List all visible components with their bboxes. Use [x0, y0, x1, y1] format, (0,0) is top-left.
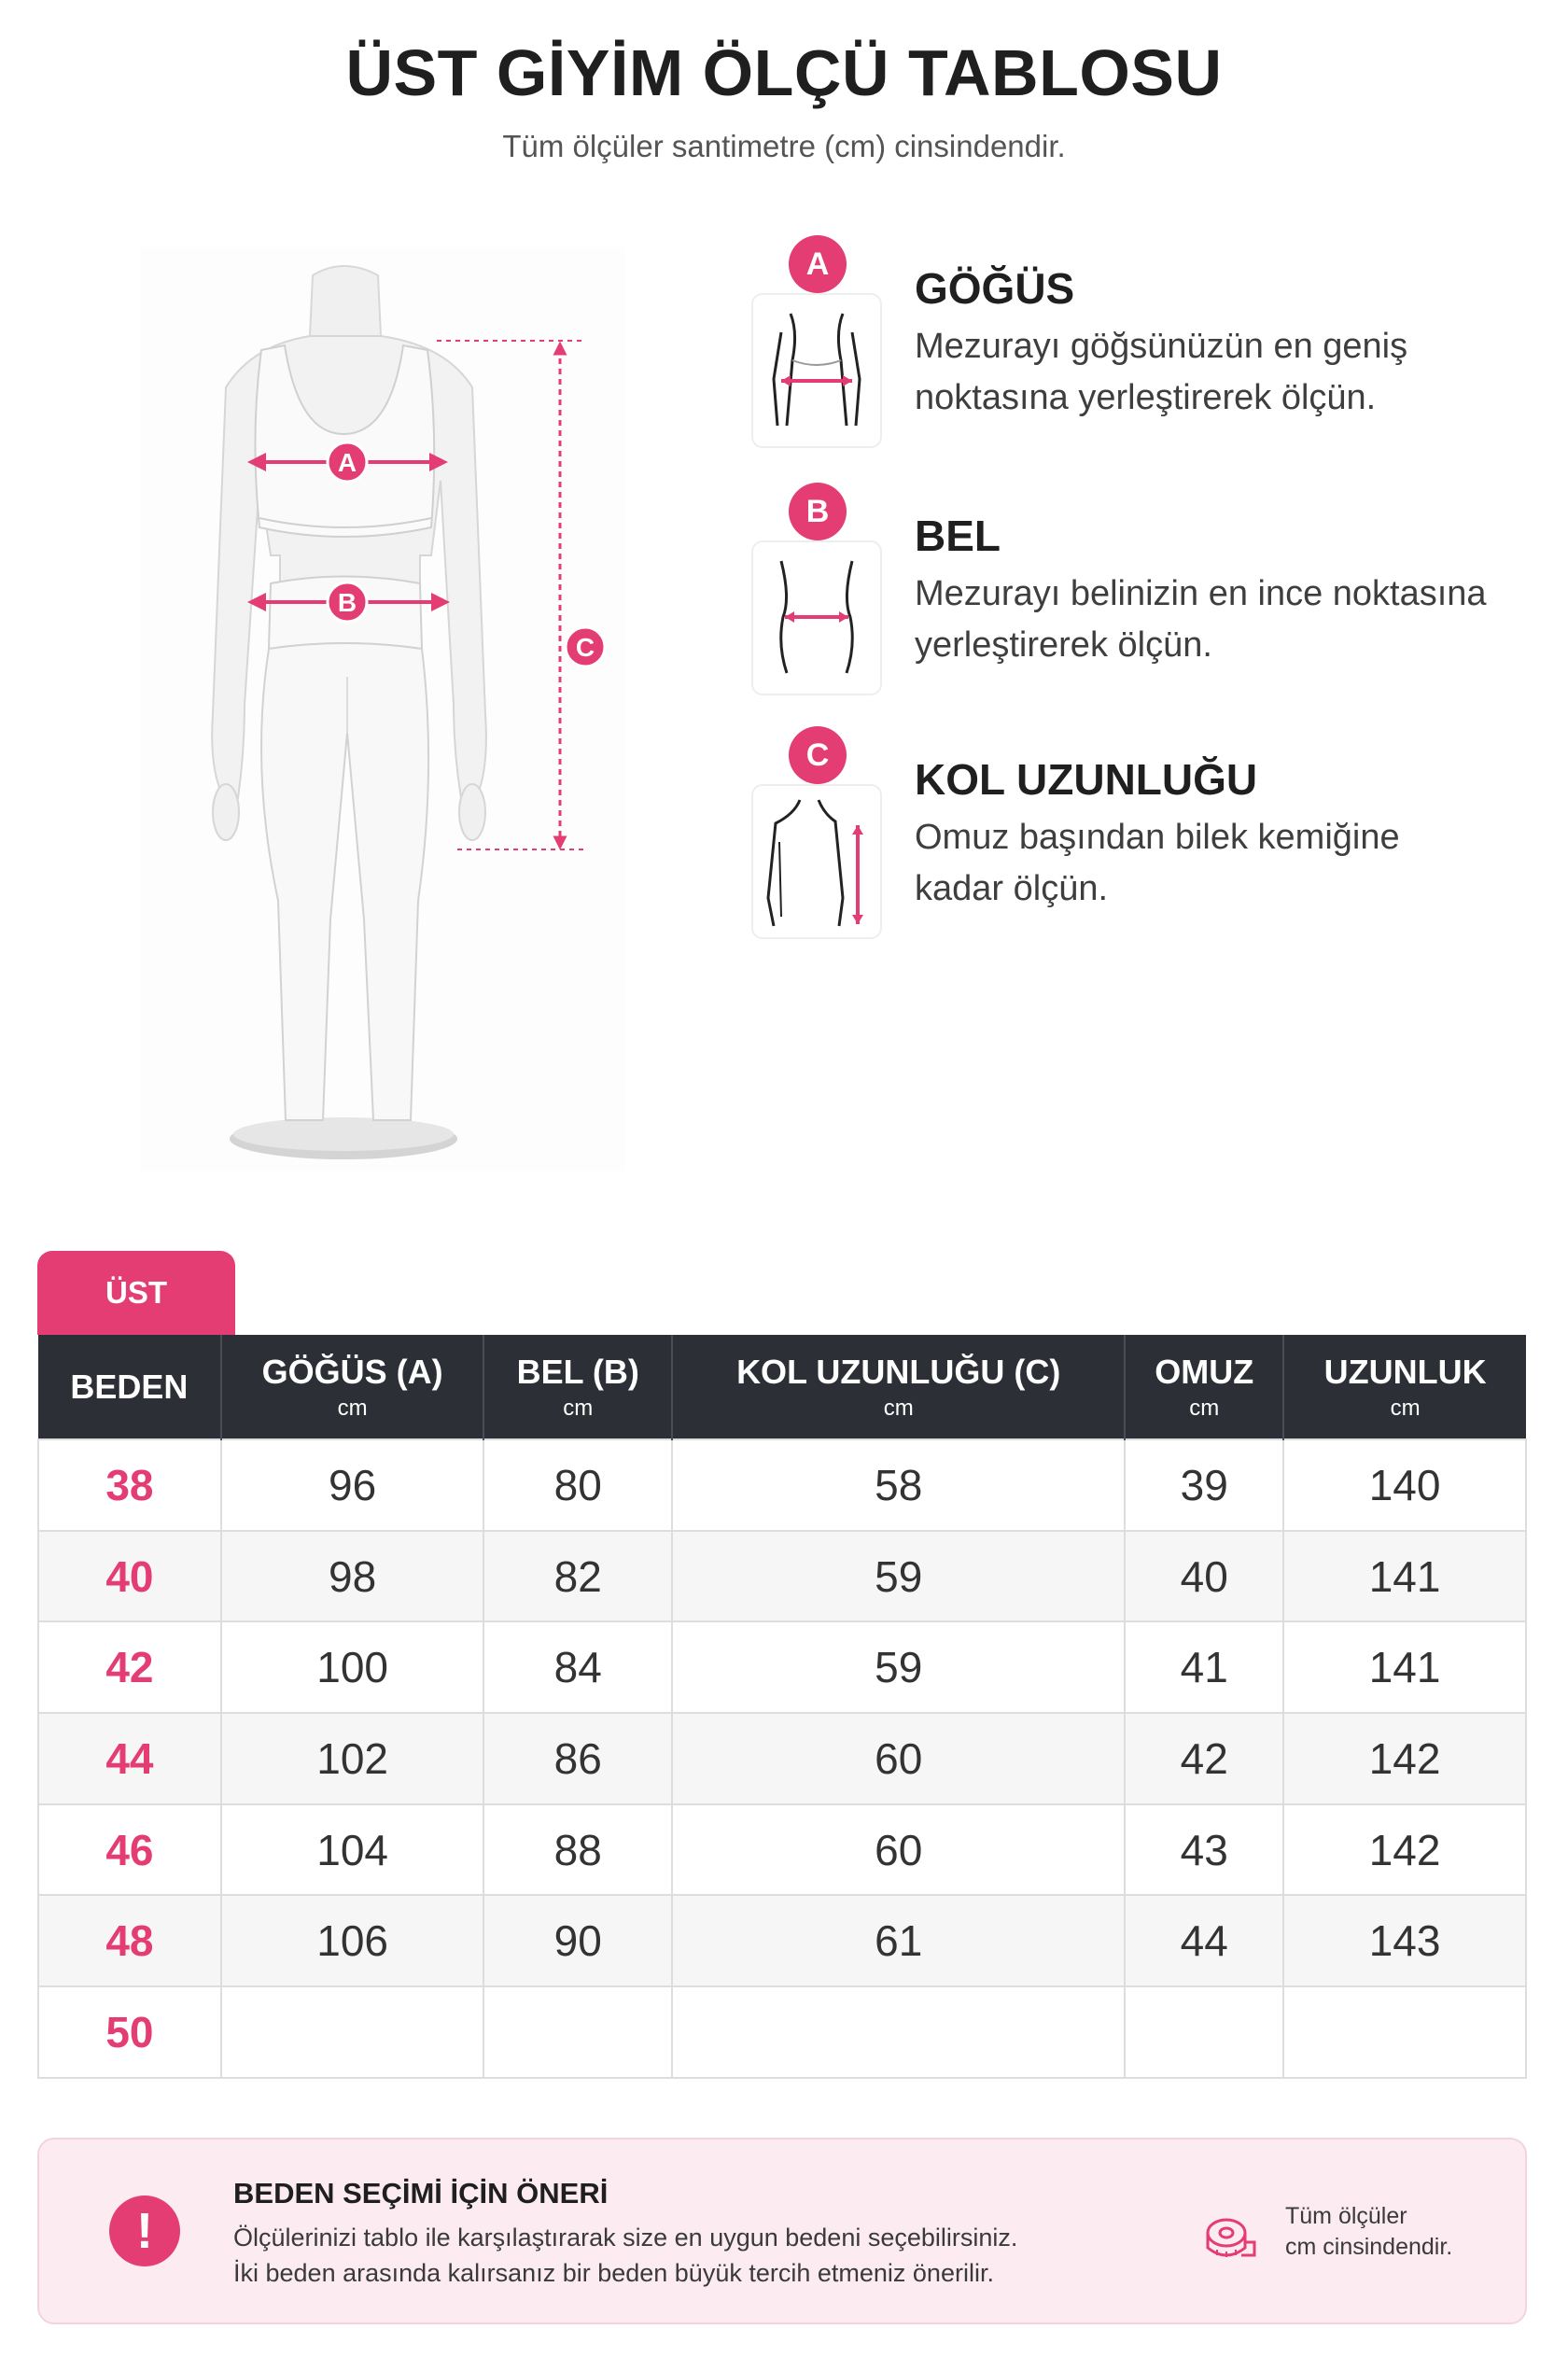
size-cell: 48 [38, 1895, 221, 1986]
table-row [38, 1713, 1526, 1804]
size-cell: 50 [38, 1986, 221, 2078]
table-cell: 43 [1125, 1804, 1283, 1896]
measuring-tape-icon [1204, 2214, 1256, 2267]
size-table [37, 1335, 1527, 2079]
table-cell: 42 [1125, 1713, 1283, 1804]
table-header-row [38, 1335, 1526, 1439]
tip-line-2: İki beden arasında kalırsanız bir beden büyük tercih etmeniz önerilir. [233, 2259, 994, 2287]
guide-chest [751, 235, 1535, 469]
table-cell: 141 [1283, 1621, 1526, 1713]
size-tip-box [37, 2138, 1527, 2324]
guide-chest-title: GÖĞÜS [915, 264, 1075, 313]
table-cell: 60 [672, 1713, 1125, 1804]
table-cell: 39 [1125, 1439, 1283, 1531]
table-cell: 61 [672, 1895, 1125, 1986]
table-cell [1283, 1986, 1526, 2078]
table-cell: 88 [483, 1804, 672, 1896]
size-cell: 42 [38, 1621, 221, 1713]
table-cell: 58 [672, 1439, 1125, 1531]
table-cell: 44 [1125, 1895, 1283, 1986]
table-cell: 106 [221, 1895, 484, 1986]
table-cell: 90 [483, 1895, 672, 1986]
table-row [38, 1895, 1526, 1986]
table-cell [483, 1986, 672, 2078]
table-cell: 104 [221, 1804, 484, 1896]
guide-sleeve-desc-line2: kadar ölçün. [915, 869, 1109, 908]
table-cell [1125, 1986, 1283, 2078]
table-cell: 40 [1125, 1531, 1283, 1622]
size-cell: 46 [38, 1804, 221, 1896]
guide-sleeve-desc [915, 812, 1531, 915]
table-cell: 100 [221, 1621, 484, 1713]
table-cell [221, 1986, 484, 2078]
table-cell: 60 [672, 1804, 1125, 1896]
badge-c: C [789, 726, 847, 784]
table-cell: 98 [221, 1531, 484, 1622]
guide-chest-desc [915, 321, 1531, 424]
table-cell: 84 [483, 1621, 672, 1713]
table-row [38, 1531, 1526, 1622]
guide-waist-desc-line2: yerleştirerek ölçün. [915, 625, 1212, 665]
header-uzunluk: UZUNLUK cm [1283, 1335, 1526, 1439]
guide-sleeve [751, 726, 1535, 960]
table-cell: 102 [221, 1713, 484, 1804]
table-cell: 142 [1283, 1713, 1526, 1804]
header-beden: BEDEN [38, 1335, 221, 1439]
table-cell: 86 [483, 1713, 672, 1804]
table-cell: 59 [672, 1621, 1125, 1713]
sleeve-measure-icon [751, 784, 882, 939]
waist-measure-icon [751, 540, 882, 695]
table-cell: 59 [672, 1531, 1125, 1622]
tip-line-1: Ölçülerinizi tablo ile karşılaştırarak size en uygun bedeni seçebilirsiniz. [233, 2224, 1018, 2252]
tip-note-line2: cm cinsindendir. [1285, 2234, 1453, 2260]
chest-measure-icon [751, 293, 882, 448]
header-gogus: GÖĞÜS (A) cm [221, 1335, 484, 1439]
table-cell: 82 [483, 1531, 672, 1622]
guide-waist-desc [915, 568, 1531, 671]
table-cell: 143 [1283, 1895, 1526, 1986]
marker-c: C [575, 633, 595, 662]
header-bel: BEL (B) cm [483, 1335, 672, 1439]
guide-chest-desc-line2: noktasına yerleştirerek ölçün. [915, 378, 1377, 417]
table-cell [672, 1986, 1125, 2078]
table-row [38, 1986, 1526, 2078]
badge-a: A [789, 235, 847, 293]
tip-note [1285, 2201, 1452, 2263]
guide-chest-desc-line1: Mezurayı göğsünüzün en geniş [915, 327, 1408, 366]
size-cell: 44 [38, 1713, 221, 1804]
guide-sleeve-desc-line1: Omuz başından bilek kemiğine [915, 818, 1400, 857]
table-cell: 141 [1283, 1531, 1526, 1622]
tab-ust[interactable]: ÜST [37, 1251, 235, 1335]
page-title: ÜST GİYİM ÖLÇÜ TABLOSU [345, 36, 1223, 109]
size-cell: 40 [38, 1531, 221, 1622]
size-cell: 38 [38, 1439, 221, 1531]
alert-icon: ! [109, 2196, 180, 2266]
marker-a: A [337, 448, 357, 477]
table-cell: 41 [1125, 1621, 1283, 1713]
header-omuz: OMUZ cm [1125, 1335, 1283, 1439]
mannequin-figure [140, 247, 625, 1171]
page-subtitle: Tüm ölçüler santimetre (cm) cinsindendir. [502, 129, 1066, 163]
badge-b: B [789, 483, 847, 540]
table-row [38, 1439, 1526, 1531]
table-row [38, 1804, 1526, 1896]
mannequin-illustration [140, 247, 625, 1171]
table-cell: 80 [483, 1439, 672, 1531]
header-kol-uzunlugu: KOL UZUNLUĞU (C) cm [672, 1335, 1125, 1439]
marker-b: B [337, 588, 357, 617]
tip-note-line1: Tüm ölçüler [1285, 2203, 1407, 2229]
guide-waist-desc-line1: Mezurayı belinizin en ince noktasına [915, 574, 1487, 613]
table-cell: 96 [221, 1439, 484, 1531]
table-cell: 142 [1283, 1804, 1526, 1896]
table-row [38, 1621, 1526, 1713]
guide-waist-title: BEL [915, 512, 1001, 560]
guide-sleeve-title: KOL UZUNLUĞU [915, 755, 1258, 804]
tip-title: BEDEN SEÇİMİ İÇİN ÖNERİ [233, 2177, 609, 2210]
guide-waist [751, 483, 1535, 716]
table-cell: 140 [1283, 1439, 1526, 1531]
